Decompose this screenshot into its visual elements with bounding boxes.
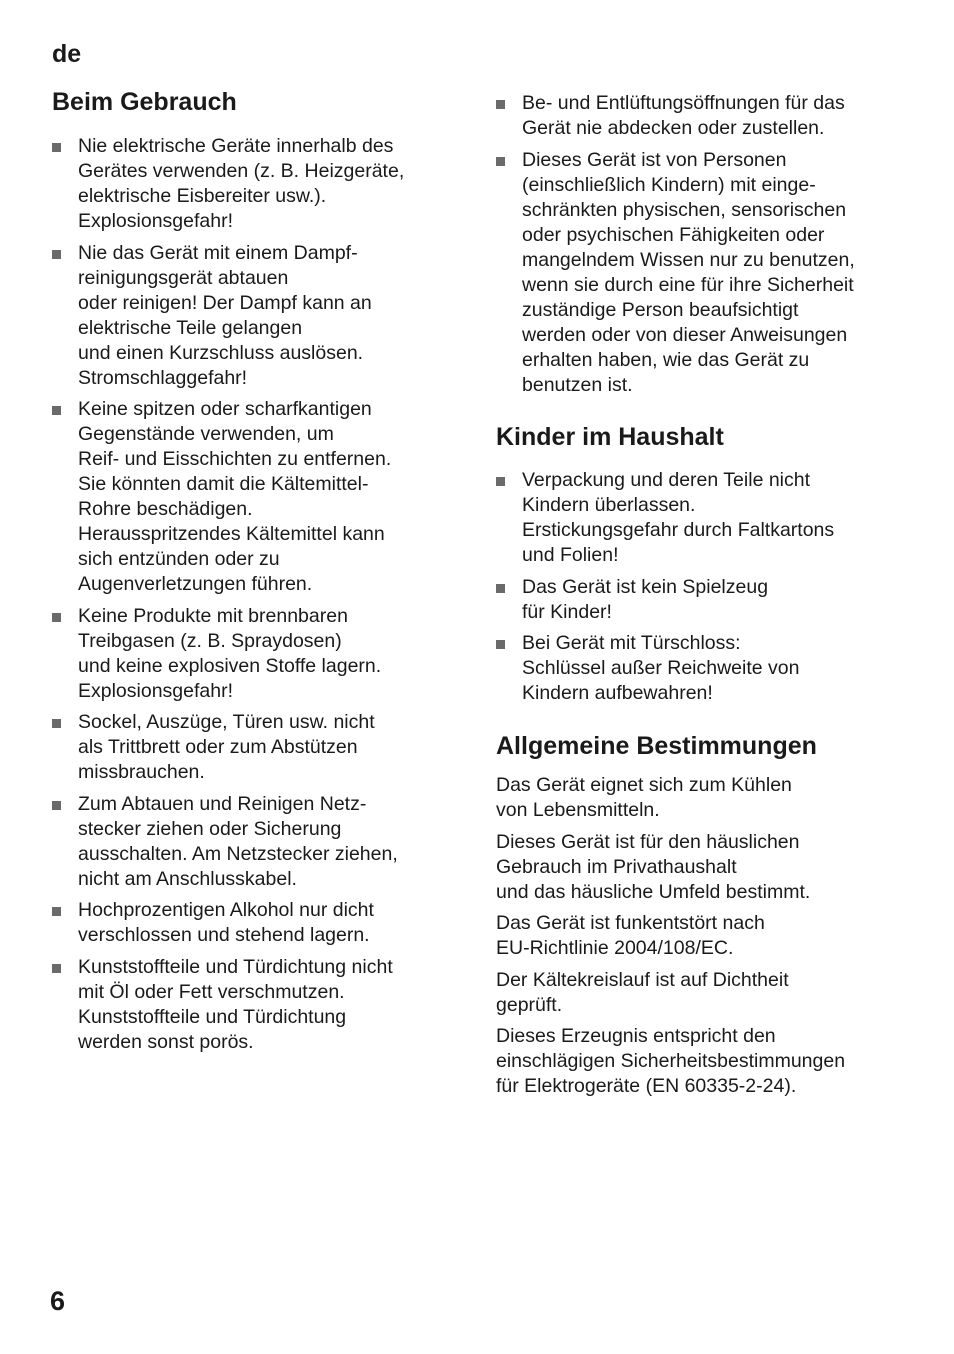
list-item-text: Be- und Entlüftungsöffnungen für das Gerät nie abdecken oder zustellen. [522, 92, 845, 139]
section-heading-allgemeine-bestimmungen: Allgemeine Bestimmungen [496, 732, 817, 760]
list-item [52, 898, 452, 948]
list-item-text: Bei Gerät mit Türschloss: Schlüssel außer Reichweite von Kindern aufbewahren! [522, 632, 800, 704]
list-item [496, 148, 916, 398]
list-item-text: Kunststoffteile und Türdichtung nicht mit Öl oder Fett verschmutzen. Kunststoffteile und Türdichtung werden sonst porös. [78, 955, 393, 1053]
square-bullet-icon [496, 640, 505, 649]
list-item [52, 134, 452, 234]
square-bullet-icon [496, 157, 505, 166]
square-bullet-icon [496, 477, 505, 486]
usage-warning-list [52, 134, 452, 1061]
list-item-text: Hochprozentigen Alkohol nur dicht verschlossen und stehend lagern. [78, 899, 374, 946]
list-item-text: Nie elektrische Geräte innerhalb des Gerätes verwenden (z. B. Heizgeräte, elektrische Eisbereiter usw.). Explosionsgefahr! [78, 135, 405, 232]
square-bullet-icon [52, 250, 61, 259]
paragraph: Der Kältekreislauf ist auf Dichtheit geprüft. [496, 968, 789, 1016]
list-item [52, 710, 452, 785]
usage-warning-list-continued [496, 91, 916, 404]
section-heading-beim-gebrauch: Beim Gebrauch [52, 88, 237, 116]
children-warning-list [496, 468, 916, 713]
section-heading-kinder-im-haushalt: Kinder im Haushalt [496, 423, 724, 451]
square-bullet-icon [52, 907, 61, 916]
square-bullet-icon [496, 584, 505, 593]
paragraph: Das Gerät eignet sich zum Kühlen von Lebensmitteln. [496, 774, 792, 821]
language-code: de [52, 40, 82, 68]
list-item [496, 575, 916, 625]
list-item-text: Das Gerät ist kein Spielzeug für Kinder! [522, 575, 769, 623]
list-item-text: Keine spitzen oder scharfkantigen Gegenstände verwenden, um Reif- und Eisschichten zu entfernen. Sie könnten damit die Kältemittel- Rohre beschädigen. Herausspritzendes Kältemittel kann sich entzünden oder zu Augenverletzungen führen. [78, 398, 392, 595]
list-item [52, 955, 452, 1055]
list-item [52, 792, 452, 892]
list-item [496, 631, 916, 706]
list-item-text: Nie das Gerät mit einem Dampf- reinigungsgerät abtauen oder reinigen! Der Dampf kann an elektrische Teile gelangen und einen Kurzschluss auslösen. Stromschlaggefahr! [78, 241, 372, 389]
list-item-text: Keine Produkte mit brennbaren Treibgasen (z. B. Spraydosen) und keine explosiven Stoffe lagern. Explosionsgefahr! [78, 604, 382, 702]
square-bullet-icon [52, 406, 61, 415]
square-bullet-icon [52, 801, 61, 810]
paragraph: Dieses Erzeugnis entspricht den einschlägigen Sicherheitsbestimmungen für Elektrogeräte (EN 60335-2-24). [496, 1025, 846, 1097]
list-item [52, 397, 452, 597]
square-bullet-icon [52, 964, 61, 973]
list-item-text: Verpackung und deren Teile nicht Kindern überlassen. Erstickungsgefahr durch Faltkartons und Folien! [522, 469, 835, 566]
paragraph: Das Gerät ist funkentstört nach EU-Richtlinie 2004/108/EC. [496, 912, 765, 959]
square-bullet-icon [52, 613, 61, 622]
list-item-text: Dieses Gerät ist von Personen (einschließlich Kindern) mit einge- schränkten physischen, sensorischen oder psychischen Fähigkeiten oder mangelndem Wissen nur zu benutzen, wenn sie durch eine für ihre Sicherheit zuständige Person beaufsichtigt werden oder von dieser Anweisungen erhalten haben, wie das Gerät zu benutzen ist. [522, 148, 855, 396]
list-item [52, 241, 452, 391]
paragraph: Dieses Gerät ist für den häuslichen Gebrauch im Privathaushalt und das häusliche Umfeld bestimmt. [496, 830, 811, 903]
square-bullet-icon [52, 719, 61, 728]
list-item-text: Zum Abtauen und Reinigen Netz- stecker ziehen oder Sicherung ausschalten. Am Netzstecker ziehen, nicht am Anschlusskabel. [78, 792, 398, 890]
list-item-text: Sockel, Auszüge, Türen usw. nicht als Trittbrett oder zum Abstützen missbrauchen. [78, 711, 375, 783]
square-bullet-icon [52, 143, 61, 152]
list-item [496, 468, 916, 568]
page-number: 6 [50, 1286, 66, 1316]
list-item [52, 604, 452, 704]
square-bullet-icon [496, 100, 505, 109]
general-provisions [496, 773, 916, 1106]
list-item [496, 91, 916, 141]
